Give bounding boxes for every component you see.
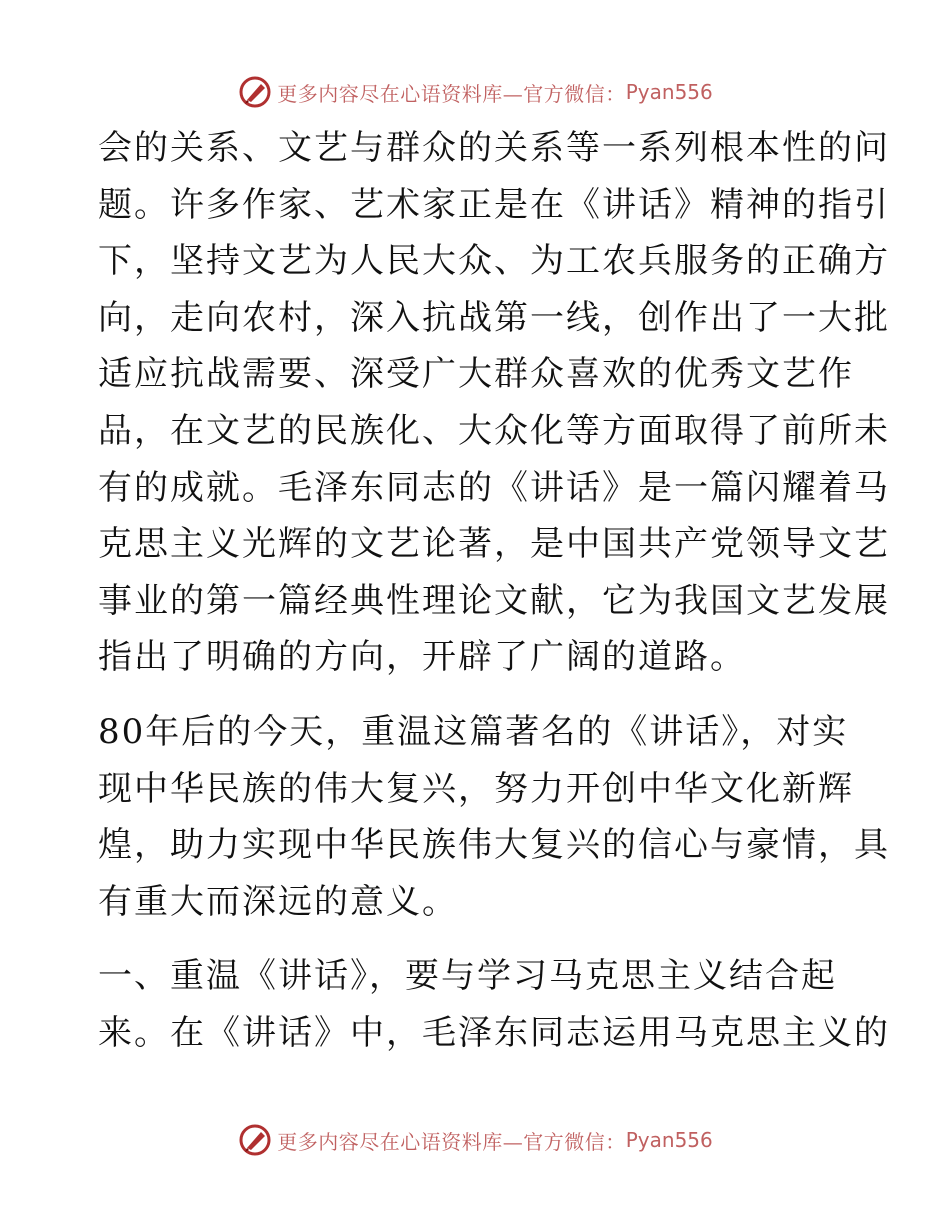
text-line: 现中华民族的伟大复兴，努力开创中华文化新辉 [98, 768, 854, 809]
text-line: 来。在《讲话》中，毛泽东同志运用马克思主义的 [98, 1012, 890, 1053]
text-line: 克思主义光辉的文艺论著，是中国共产党领导文艺 [98, 524, 890, 565]
text-line: 适应抗战需要、深受广大群众喜欢的优秀文艺作 [98, 354, 854, 395]
pen-nib-logo-icon [237, 1122, 273, 1158]
footer-watermark-banner [0, 1120, 950, 1160]
pen-nib-logo-icon [237, 74, 273, 110]
text-line: 下，坚持文艺为人民大众、为工农兵服务的正确方 [98, 241, 890, 282]
text-line: 指出了明确的方向，开辟了广阔的道路。 [98, 637, 746, 678]
text-line: 向，走向农村，深入抗战第一线，创作出了一大批 [98, 297, 890, 338]
text-line: 题。许多作家、艺术家正是在《讲话》精神的指引 [98, 184, 890, 225]
watermark-text: 更多内容尽在心语资料库—官方微信： [277, 1129, 626, 1154]
text-line: 有重大而深远的意义。 [98, 881, 458, 922]
text-line: 有的成就。毛泽东同志的《讲话》是一篇闪耀着马 [98, 467, 890, 508]
text-line: 80年后的今天，重温这篇著名的《讲话》，对实 [98, 711, 849, 752]
header-watermark-banner [0, 72, 950, 112]
watermark-text: 更多内容尽在心语资料库—官方微信： [277, 81, 626, 106]
text-line: 一、重温《讲话》，要与学习马克思主义结合起 [98, 956, 837, 997]
paragraph-2 [98, 704, 890, 930]
paragraph-3 [98, 948, 890, 1061]
text-line: 品，在文艺的民族化、大众化等方面取得了前所未 [98, 410, 890, 451]
text-line: 煌，助力实现中华民族伟大复兴的信心与豪情，具 [98, 825, 890, 866]
watermark-handle: Pyan556 [625, 1128, 713, 1152]
paragraph-1 [98, 120, 890, 686]
watermark-handle: Pyan556 [625, 80, 713, 104]
text-line: 会的关系、文艺与群众的关系等一系列根本性的问 [98, 128, 890, 168]
document-body [98, 120, 890, 1062]
text-line: 事业的第一篇经典性理论文献，它为我国文艺发展 [98, 580, 890, 621]
